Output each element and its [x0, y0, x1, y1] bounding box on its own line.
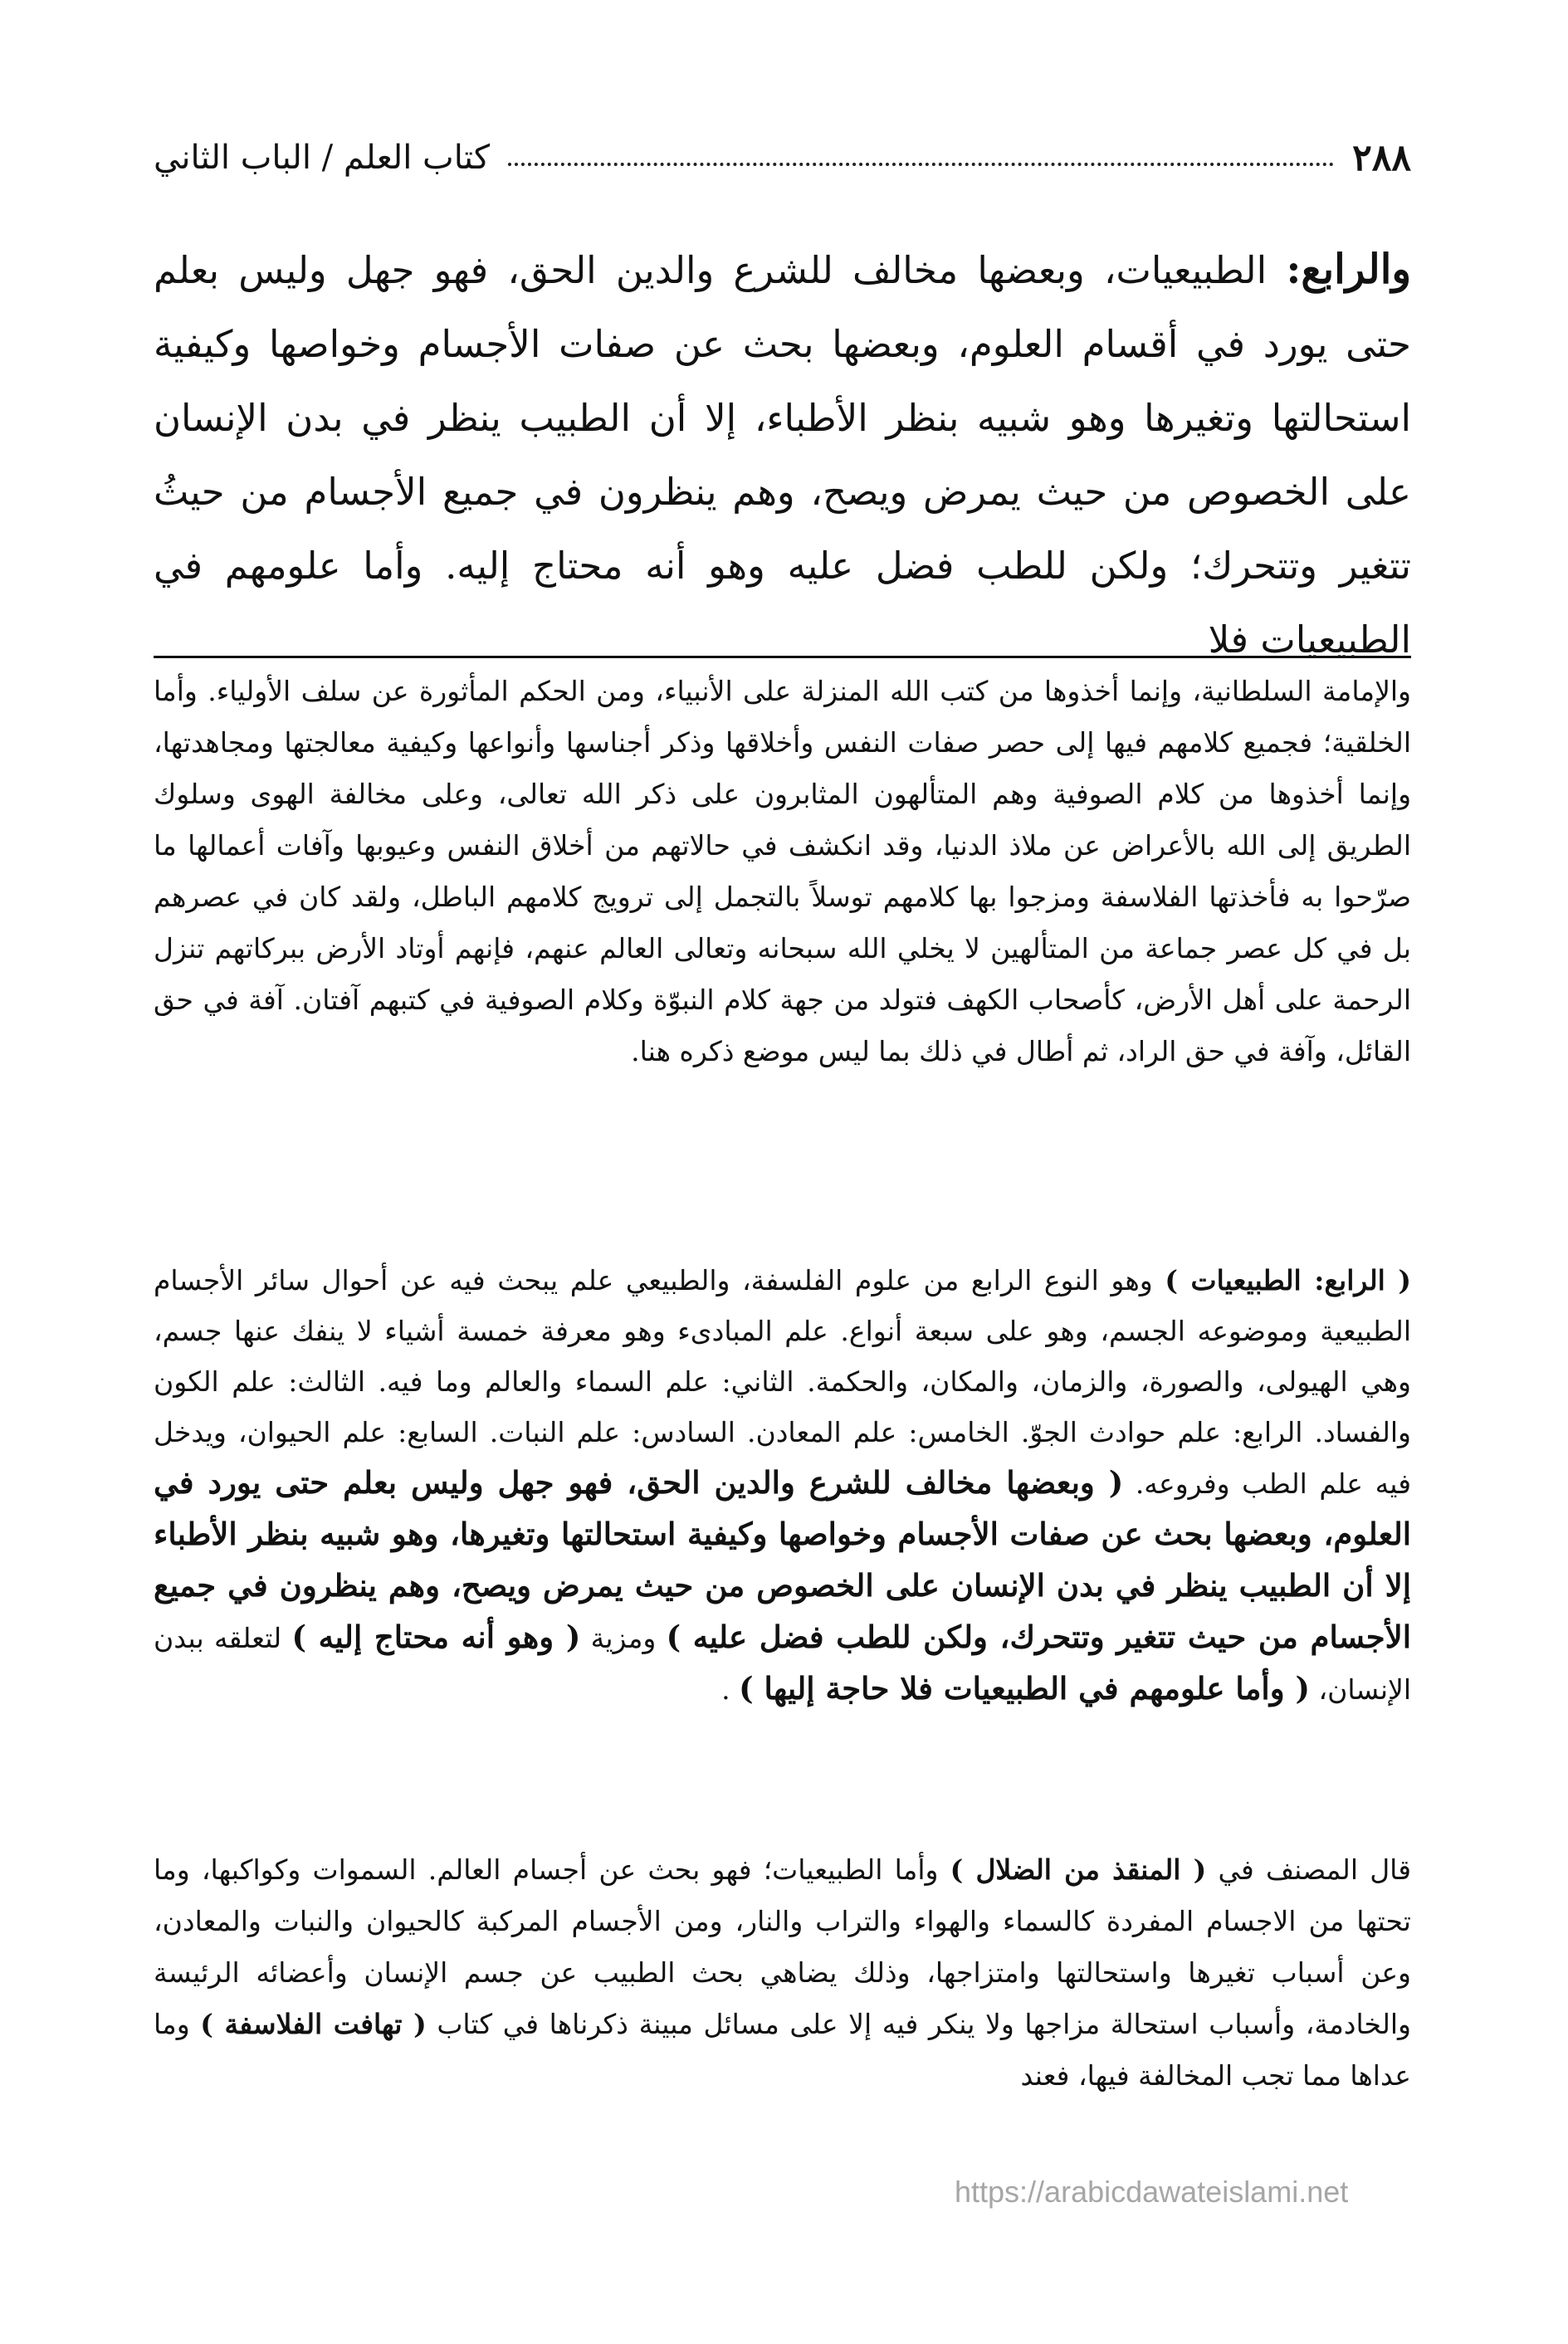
- footnote-2-text: وهو النوع الرابع من علوم الفلسفة، والطبيعي علم يبحث فيه عن أحوال سائر الأجسام الطبيعية وموضوعه الجسم، وهو على سبعة أنواع. علم المبادىء وهو معرفة خمسة أشياء لا ينفك عنها جسم، وهي الهيولى، والصورة، والزمان، والمكان، والحكمة. الثاني: علم السماء والعالم وما فيه. الثالث: علم الكون والفساد. الرابع: علم حوادث الجوّ. الخامس: علم المعادن. السادس: علم النبات. السابع: علم الحيوان، ويدخل فيه علم الطب وفروعه.: [154, 1264, 1411, 1500]
- footnote-3-book-title-2: ( تهافت الفلاسفة ): [200, 2008, 427, 2040]
- footnote-3-text: قال المصنف في: [1206, 1853, 1411, 1886]
- footnote-1-text: والإمامة السلطانية، وإنما أخذوها من كتب الله المنزلة على الأنبياء، ومن الحكم المأثورة عن سلف الأولياء. وأما الخلقية؛ فجميع كلامهم فيها إلى حصر صفات النفس وأخلاقها وذكر أجناسها وأنواعها وكيفية معالجتها ومجاهدتها، وإنما أخذوها من كلام الصوفية وهم المتألهون المثابرون على ذكر الله تعالى، وعلى مخالفة الهوى وسلوك الطريق إلى الله بالأعراض عن ملاذ الدنيا، وقد انكشف في حالاتهم من أخلاق النفس وعيوبها وآفات أعمالها ما صرّحوا به فأخذتها الفلاسفة ومزجوا بها كلامهم توسلاً بالتجمل إلى ترويج كلامهم الباطل، ولقد كان في عصرهم بل في كل عصر جماعة من المتألهين لا يخلي الله سبحانه وتعالى العالم عنهم، فإنهم أوتاد الأرض ببركاتهم تنزل الرحمة على أهل الأرض، كأصحاب الكهف فتولد من جهة كلام النبوّة وكلام الصوفية في كتبهم آفتان. آفة في حق القائل، وآفة في حق الراد، ثم أطال في ذلك بما ليس موضع ذكره هنا.: [154, 675, 1411, 1067]
- footnote-3-text-2: وأما الطبيعيات؛ فهو بحث عن أجسام العالم. السموات وكواكبها، وما تحتها من الاجسام المفردة كالسماء والهواء والتراب والنار، ومن الأجسام المركبة كالحيوان والنبات والمعادن، وعن أسباب تغيرها واستحالتها وامتزاجها، وذلك يضاهي بحث الطبيب عن جسم الإنسان وأعضائه الرئيسة والخادمة، وأسباب استحالة مزاجها ولا ينكر فيه إلا على مسائل مبينة ذكرناها في كتاب: [154, 1853, 1411, 2040]
- footnote-2-quote-2: ( وهو أنه محتاج إليه ): [291, 1619, 581, 1655]
- main-text-body: الطبيعيات، وبعضها مخالف للشرع والدين الحق، فهو جهل وليس بعلم حتى يورد في أقسام العلوم، وبعضها بحث عن صفات الأجسام وخواصها وكيفية استحالتها وتغيرها وهو شبيه بنظر الأطباء، إلا أن الطبيب ينظر في بدن الإنسان على الخصوص من حيث يمرض ويصح، وهم ينظرون في جميع الأجسام من حيثُ تتغير وتتحرك؛ ولكن للطب فضل عليه وهو أنه محتاج إليه. وأما علومهم في الطبيعيات فلا: [154, 248, 1411, 662]
- page-number: ٢٨٨: [1352, 136, 1411, 179]
- main-text-lead: والرابع:: [1286, 245, 1411, 293]
- footnote-2-text-3: لتعلقه ببدن الإنسان،: [154, 1622, 1411, 1706]
- header-leader-dots: [508, 163, 1334, 166]
- footnote-separator: [154, 656, 1411, 658]
- page-header: [154, 125, 1411, 191]
- main-text: [154, 232, 1411, 676]
- footnote-3-text-3: وما عداها مما تجب المخالفة فيها، فعند: [154, 2008, 1411, 2092]
- footnote-3: [154, 1844, 1411, 2102]
- footnote-2-quote-1: ( وبعضها مخالف للشرع والدين الحق، فهو جهل وليس بعلم حتى يورد في العلوم، وبعضها بحث عن صفات الأجسام وخواصها وكيفية استحالتها وتغيرها، وهو شبيه بنظر الأطباء إلا أن الطبيب ينظر في بدن الإنسان على الخصوص من حيث يمرض ويصح، وهم ينظرون في جميع الأجسام من حيث تتغير وتتحرك، ولكن للطب فضل عليه ): [154, 1464, 1412, 1655]
- footnote-2: [154, 1255, 1411, 1715]
- footnote-2-quote-3: ( وأما علومهم في الطبيعيات فلا حاجة إليها ): [739, 1670, 1310, 1707]
- footnote-1: [154, 666, 1411, 1077]
- footnote-2-text-2: ومزية: [580, 1622, 667, 1654]
- footnote-2-end: .: [721, 1673, 740, 1706]
- footnote-2-heading: ( الرابع: الطبيعيات ): [1165, 1264, 1411, 1297]
- running-title: كتاب العلم / الباب الثاني: [154, 139, 490, 177]
- watermark-url: https://arabicdawateislami.net: [955, 2175, 1349, 2209]
- footnote-3-book-title-1: ( المنقذ من الضلال ): [950, 1853, 1207, 1886]
